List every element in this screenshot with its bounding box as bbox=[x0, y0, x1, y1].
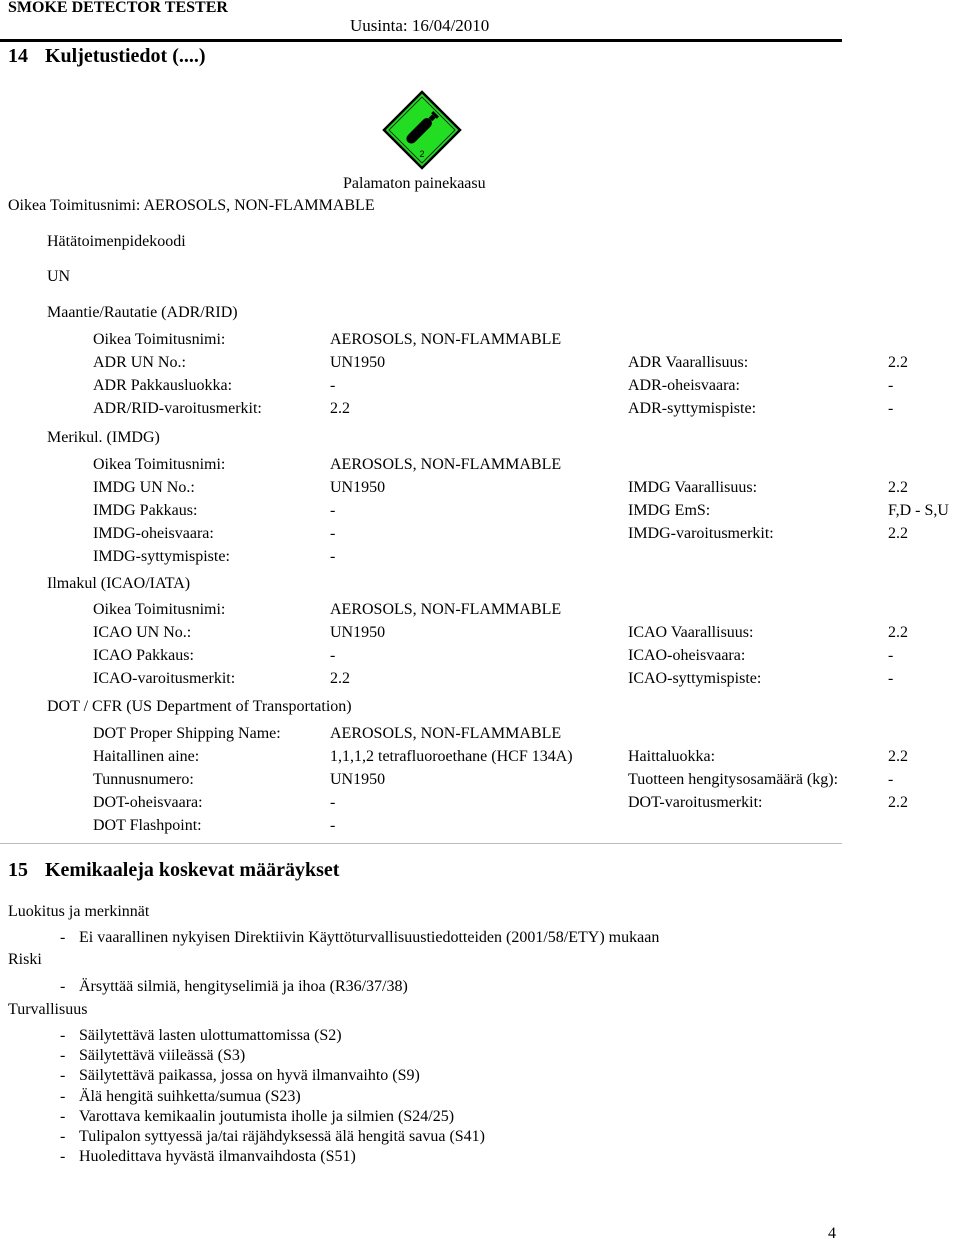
adr-heading: Maantie/Rautatie (ADR/RID) bbox=[47, 304, 238, 321]
section-divider bbox=[0, 843, 842, 844]
table-cell: ADR Pakkausluokka: bbox=[93, 377, 233, 394]
table-cell: - bbox=[330, 794, 336, 811]
list-item: Säilytettävä viileässä (S3) bbox=[79, 1047, 246, 1065]
table-cell: UN1950 bbox=[330, 771, 386, 788]
list-dash: - bbox=[60, 929, 66, 946]
list-item: Säilytettävä paikassa, jossa on hyvä ilmanvaihto (S9) bbox=[79, 1067, 420, 1085]
table-cell: - bbox=[888, 400, 894, 417]
table-cell: Tuotteen hengitysosamäärä (kg): bbox=[628, 771, 839, 788]
list-item: Ei vaarallinen nykyisen Direktiivin Käyttöturvallisuustiedotteiden (2001/58/ETY) mukaan bbox=[79, 929, 660, 946]
table-cell: 2.2 bbox=[888, 479, 908, 496]
revision-date: Uusinta: 16/04/2010 bbox=[350, 16, 490, 35]
table-cell: - bbox=[888, 771, 894, 788]
section-14-title: Kuljetustiedot (....) bbox=[45, 45, 206, 67]
gas-cylinder-diamond-icon bbox=[382, 90, 462, 170]
risk-label: Riski bbox=[8, 951, 42, 968]
table-cell: 2.2 bbox=[888, 748, 908, 765]
table-cell: ADR-oheisvaara: bbox=[628, 377, 740, 394]
table-cell: 2.2 bbox=[888, 794, 908, 811]
table-cell: 2.2 bbox=[330, 670, 350, 687]
table-cell: Haitallinen aine: bbox=[93, 748, 200, 765]
table-cell: ICAO-syttymispiste: bbox=[628, 670, 762, 687]
list-dash: - bbox=[60, 1067, 66, 1085]
page-number: 4 bbox=[828, 1225, 836, 1242]
list-item: Ärsyttää silmiä, hengityselimiä ja ihoa (R36/37/38) bbox=[79, 978, 408, 995]
product-name: SMOKE DETECTOR TESTER bbox=[8, 0, 228, 16]
table-cell: - bbox=[330, 548, 336, 565]
table-cell: IMDG Vaarallisuus: bbox=[628, 479, 758, 496]
dot-heading: DOT / CFR (US Department of Transportation) bbox=[47, 698, 352, 715]
table-cell: IMDG EmS: bbox=[628, 502, 711, 519]
list-dash: - bbox=[60, 1107, 66, 1125]
table-cell: - bbox=[330, 647, 336, 664]
table-cell: IMDG-syttymispiste: bbox=[93, 548, 230, 565]
table-cell: - bbox=[888, 647, 894, 664]
list-dash: - bbox=[60, 978, 66, 995]
hazard-caption: Palamaton painekaasu bbox=[343, 175, 486, 192]
list-item: Tulipalon syttyessä ja/tai räjähdyksessä älä hengitä savua (S41) bbox=[79, 1128, 485, 1145]
table-cell: - bbox=[330, 817, 336, 834]
table-cell: DOT Proper Shipping Name: bbox=[93, 725, 281, 742]
list-item: Älä hengitä suihketta/sumua (S23) bbox=[79, 1087, 301, 1105]
table-cell: ICAO UN No.: bbox=[93, 624, 192, 641]
list-item: Huoledittava hyvästä ilmanvaihdosta (S51) bbox=[79, 1148, 356, 1166]
table-cell: IMDG-varoitusmerkit: bbox=[628, 525, 774, 542]
table-cell: 1,1,1,2 tetrafluoroethane (HCF 134A) bbox=[330, 748, 573, 765]
table-cell: ADR Vaarallisuus: bbox=[628, 354, 749, 371]
table-cell: ADR/RID-varoitusmerkit: bbox=[93, 400, 262, 417]
header-divider bbox=[0, 39, 842, 42]
table-cell: 2.2 bbox=[330, 400, 350, 417]
list-item: Varottava kemikaalin joutumista iholle ja silmien (S24/25) bbox=[79, 1107, 455, 1125]
table-cell: ICAO-oheisvaara: bbox=[628, 647, 746, 664]
table-cell: Oikea Toimitusnimi: bbox=[93, 331, 226, 348]
table-cell: ADR-syttymispiste: bbox=[628, 400, 757, 417]
table-cell: Oikea Toimitusnimi: bbox=[93, 456, 226, 473]
section-15-number: 15 bbox=[8, 859, 28, 881]
emergency-code-label: Hätätoimenpidekoodi bbox=[47, 233, 186, 250]
table-cell: Tunnusnumero: bbox=[93, 771, 194, 788]
table-cell: AEROSOLS, NON-FLAMMABLE bbox=[330, 601, 562, 618]
table-cell: - bbox=[888, 377, 894, 394]
table-cell: AEROSOLS, NON-FLAMMABLE bbox=[330, 331, 562, 348]
imdg-heading: Merikul. (IMDG) bbox=[47, 429, 160, 446]
section-14-number: 14 bbox=[8, 45, 28, 67]
list-dash: - bbox=[60, 1128, 66, 1145]
shipping-name-line: Oikea Toimitusnimi: AEROSOLS, NON-FLAMMABLE bbox=[8, 197, 375, 214]
table-cell: ICAO-varoitusmerkit: bbox=[93, 670, 236, 687]
classification-label: Luokitus ja merkinnät bbox=[8, 903, 150, 920]
section-15-title: Kemikaaleja koskevat määräykset bbox=[45, 859, 340, 881]
table-cell: Oikea Toimitusnimi: bbox=[93, 601, 226, 618]
table-cell: 2.2 bbox=[888, 525, 908, 542]
table-cell: UN1950 bbox=[330, 354, 386, 371]
table-cell: F,D - S,U bbox=[888, 502, 949, 519]
list-dash: - bbox=[60, 1027, 66, 1044]
table-cell: - bbox=[330, 377, 336, 394]
table-cell: AEROSOLS, NON-FLAMMABLE bbox=[330, 725, 562, 742]
table-cell: DOT Flashpoint: bbox=[93, 817, 202, 834]
table-cell: - bbox=[330, 525, 336, 542]
icao-heading: Ilmakul (ICAO/IATA) bbox=[47, 575, 191, 592]
table-cell: AEROSOLS, NON-FLAMMABLE bbox=[330, 456, 562, 473]
table-cell: - bbox=[888, 670, 894, 687]
table-cell: ICAO Vaarallisuus: bbox=[628, 624, 754, 641]
table-cell: 2.2 bbox=[888, 624, 908, 641]
hazard-class-number: 2 bbox=[419, 149, 425, 159]
table-cell: ADR UN No.: bbox=[93, 354, 186, 371]
safety-label: Turvallisuus bbox=[8, 1001, 88, 1018]
table-cell: Haittaluokka: bbox=[628, 748, 716, 765]
table-cell: UN1950 bbox=[330, 479, 386, 496]
table-cell: UN1950 bbox=[330, 624, 386, 641]
table-cell: DOT-oheisvaara: bbox=[93, 794, 203, 811]
un-label: UN bbox=[47, 268, 71, 285]
list-dash: - bbox=[60, 1047, 66, 1065]
list-dash: - bbox=[60, 1087, 66, 1105]
table-cell: DOT-varoitusmerkit: bbox=[628, 794, 763, 811]
table-cell: IMDG Pakkaus: bbox=[93, 502, 198, 519]
table-cell: IMDG-oheisvaara: bbox=[93, 525, 214, 542]
table-cell: - bbox=[330, 502, 336, 519]
table-cell: ICAO Pakkaus: bbox=[93, 647, 194, 664]
table-cell: IMDG UN No.: bbox=[93, 479, 195, 496]
list-dash: - bbox=[60, 1148, 66, 1166]
table-cell: 2.2 bbox=[888, 354, 908, 371]
list-item: Säilytettävä lasten ulottumattomissa (S2) bbox=[79, 1027, 342, 1044]
